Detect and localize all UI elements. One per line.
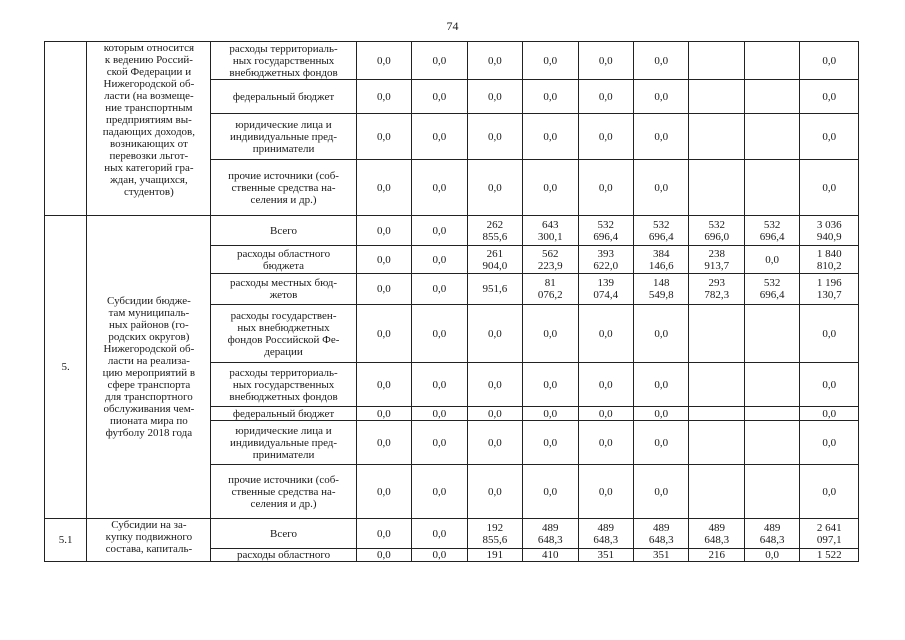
total-value-cell: 0,0 — [800, 114, 859, 160]
page-number: 74 — [446, 19, 459, 33]
value-cell: 489 648,3 — [689, 519, 744, 549]
value-cell: 532 696,4 — [744, 216, 799, 246]
value-cell: 0,0 — [412, 465, 467, 519]
value-cell: 293 782,3 — [689, 274, 744, 305]
funding-source-cell: прочие источники (соб- ственные средства на- селения и др.) — [211, 465, 356, 519]
measure-name-cell: которым относится к ведению Россий- ской Федерации и Нижегородской об- ласти (на возмеще- ние транспортным предприятиям вы- падающих доходов, возникающих от перевозки льгот- ных категорий гра- ждан, учащихся, студентов) — [87, 42, 211, 216]
value-cell: 0,0 — [412, 363, 467, 407]
funding-source-cell: прочие источники (соб- ственные средства на- селения и др.) — [211, 160, 356, 216]
value-cell: 351 — [634, 549, 689, 562]
value-cell — [689, 421, 744, 465]
value-cell: 0,0 — [634, 421, 689, 465]
funding-source-cell: федеральный бюджет — [211, 407, 356, 421]
value-cell: 489 648,3 — [523, 519, 578, 549]
funding-source-cell: расходы областного бюджета — [211, 246, 356, 274]
value-cell: 0,0 — [356, 549, 411, 562]
total-value-cell: 1 522 — [800, 549, 859, 562]
funding-source-cell: расходы территориаль- ных государственных внебюджетных фондов — [211, 363, 356, 407]
table-row — [45, 519, 859, 549]
row-number-cell — [45, 42, 87, 216]
value-cell: 384 146,6 — [634, 246, 689, 274]
funding-source-cell: расходы областного — [211, 549, 356, 562]
value-cell: 0,0 — [356, 305, 411, 363]
value-cell: 951,6 — [467, 274, 522, 305]
value-cell — [689, 407, 744, 421]
total-value-cell: 0,0 — [800, 421, 859, 465]
value-cell: 393 622,0 — [578, 246, 633, 274]
value-cell: 532 696,4 — [578, 216, 633, 246]
value-cell: 0,0 — [523, 42, 578, 80]
value-cell: 262 855,6 — [467, 216, 522, 246]
value-cell: 0,0 — [744, 246, 799, 274]
value-cell: 0,0 — [412, 114, 467, 160]
value-cell: 0,0 — [412, 407, 467, 421]
value-cell — [689, 363, 744, 407]
value-cell: 0,0 — [523, 407, 578, 421]
value-cell: 351 — [578, 549, 633, 562]
value-cell: 191 — [467, 549, 522, 562]
value-cell: 0,0 — [578, 42, 633, 80]
value-cell: 410 — [523, 549, 578, 562]
value-cell: 0,0 — [412, 549, 467, 562]
value-cell: 261 904,0 — [467, 246, 522, 274]
value-cell: 0,0 — [578, 363, 633, 407]
value-cell — [744, 407, 799, 421]
value-cell: 0,0 — [523, 421, 578, 465]
value-cell: 81 076,2 — [523, 274, 578, 305]
value-cell: 0,0 — [744, 549, 799, 562]
value-cell: 0,0 — [467, 363, 522, 407]
value-cell — [744, 80, 799, 114]
value-cell: 0,0 — [412, 421, 467, 465]
value-cell: 0,0 — [356, 114, 411, 160]
funding-source-cell: Всего — [211, 519, 356, 549]
value-cell: 532 696,0 — [689, 216, 744, 246]
value-cell: 0,0 — [412, 160, 467, 216]
value-cell: 0,0 — [412, 80, 467, 114]
value-cell: 0,0 — [578, 114, 633, 160]
value-cell — [744, 465, 799, 519]
value-cell: 532 696,4 — [634, 216, 689, 246]
value-cell: 489 648,3 — [744, 519, 799, 549]
value-cell: 216 — [689, 549, 744, 562]
funding-source-cell: расходы местных бюд- жетов — [211, 274, 356, 305]
value-cell: 238 913,7 — [689, 246, 744, 274]
value-cell: 0,0 — [356, 465, 411, 519]
total-value-cell: 1 840 810,2 — [800, 246, 859, 274]
total-value-cell: 1 196 130,7 — [800, 274, 859, 305]
funding-source-cell: юридические лица и индивидуальные пред- приниматели — [211, 421, 356, 465]
value-cell — [689, 42, 744, 80]
value-cell — [744, 42, 799, 80]
value-cell: 0,0 — [523, 160, 578, 216]
total-value-cell: 3 036 940,9 — [800, 216, 859, 246]
total-value-cell: 0,0 — [800, 363, 859, 407]
value-cell: 0,0 — [634, 160, 689, 216]
value-cell: 0,0 — [634, 42, 689, 80]
value-cell: 0,0 — [578, 407, 633, 421]
value-cell: 0,0 — [356, 216, 411, 246]
value-cell: 0,0 — [467, 80, 522, 114]
value-cell: 0,0 — [634, 465, 689, 519]
value-cell — [689, 160, 744, 216]
value-cell: 0,0 — [634, 407, 689, 421]
value-cell: 0,0 — [578, 305, 633, 363]
value-cell: 0,0 — [356, 421, 411, 465]
value-cell: 0,0 — [356, 274, 411, 305]
value-cell: 0,0 — [523, 363, 578, 407]
value-cell: 0,0 — [356, 246, 411, 274]
value-cell — [744, 114, 799, 160]
value-cell: 0,0 — [412, 274, 467, 305]
value-cell: 0,0 — [467, 114, 522, 160]
value-cell: 0,0 — [412, 305, 467, 363]
value-cell: 0,0 — [412, 519, 467, 549]
value-cell: 0,0 — [356, 42, 411, 80]
value-cell: 489 648,3 — [578, 519, 633, 549]
table-row — [45, 42, 859, 80]
total-value-cell: 2 641 097,1 — [800, 519, 859, 549]
value-cell: 562 223,9 — [523, 246, 578, 274]
value-cell: 0,0 — [523, 465, 578, 519]
total-value-cell: 0,0 — [800, 305, 859, 363]
total-value-cell: 0,0 — [800, 407, 859, 421]
total-value-cell: 0,0 — [800, 42, 859, 80]
value-cell: 139 074,4 — [578, 274, 633, 305]
value-cell: 0,0 — [523, 305, 578, 363]
value-cell: 0,0 — [523, 80, 578, 114]
value-cell: 0,0 — [356, 519, 411, 549]
budget-table — [44, 41, 859, 562]
value-cell: 0,0 — [467, 42, 522, 80]
value-cell: 0,0 — [634, 114, 689, 160]
total-value-cell: 0,0 — [800, 80, 859, 114]
funding-source-cell: расходы территориаль- ных государственных внебюджетных фондов — [211, 42, 356, 80]
table-row — [45, 216, 859, 246]
value-cell: 0,0 — [634, 363, 689, 407]
value-cell: 0,0 — [356, 363, 411, 407]
row-number-cell: 5.1 — [45, 519, 87, 562]
value-cell: 0,0 — [634, 305, 689, 363]
value-cell: 148 549,8 — [634, 274, 689, 305]
value-cell — [689, 114, 744, 160]
value-cell — [744, 421, 799, 465]
value-cell: 0,0 — [578, 465, 633, 519]
funding-source-cell: Всего — [211, 216, 356, 246]
value-cell: 0,0 — [523, 114, 578, 160]
value-cell: 0,0 — [356, 80, 411, 114]
value-cell: 0,0 — [467, 465, 522, 519]
value-cell: 0,0 — [412, 42, 467, 80]
value-cell: 0,0 — [412, 246, 467, 274]
funding-source-cell: федеральный бюджет — [211, 80, 356, 114]
funding-source-cell: юридические лица и индивидуальные пред- приниматели — [211, 114, 356, 160]
measure-name-cell: Субсидии на за- купку подвижного состава, капиталь- — [87, 519, 211, 562]
value-cell: 0,0 — [467, 160, 522, 216]
value-cell — [744, 305, 799, 363]
value-cell: 643 300,1 — [523, 216, 578, 246]
value-cell: 0,0 — [467, 421, 522, 465]
value-cell — [689, 80, 744, 114]
value-cell — [744, 363, 799, 407]
value-cell: 0,0 — [578, 160, 633, 216]
value-cell — [689, 305, 744, 363]
value-cell — [689, 465, 744, 519]
value-cell: 0,0 — [634, 80, 689, 114]
value-cell: 0,0 — [578, 421, 633, 465]
measure-name-cell: Субсидии бюдже- там муниципаль- ных районов (го- родских округов) Нижегородской об- ласти на реализа- цию мероприятий в сфере транспорта для транспортного обслуживания чем- пионата мира по футболу 2018 года — [87, 216, 211, 519]
value-cell: 0,0 — [467, 407, 522, 421]
value-cell — [744, 160, 799, 216]
total-value-cell: 0,0 — [800, 160, 859, 216]
total-value-cell: 0,0 — [800, 465, 859, 519]
value-cell: 0,0 — [356, 160, 411, 216]
value-cell: 532 696,4 — [744, 274, 799, 305]
value-cell: 192 855,6 — [467, 519, 522, 549]
value-cell: 0,0 — [356, 407, 411, 421]
value-cell: 0,0 — [578, 80, 633, 114]
value-cell: 0,0 — [467, 305, 522, 363]
value-cell: 489 648,3 — [634, 519, 689, 549]
row-number-cell: 5. — [45, 216, 87, 519]
funding-source-cell: расходы государствен- ных внебюджетных фондов Российской Фе- дерации — [211, 305, 356, 363]
value-cell: 0,0 — [412, 216, 467, 246]
